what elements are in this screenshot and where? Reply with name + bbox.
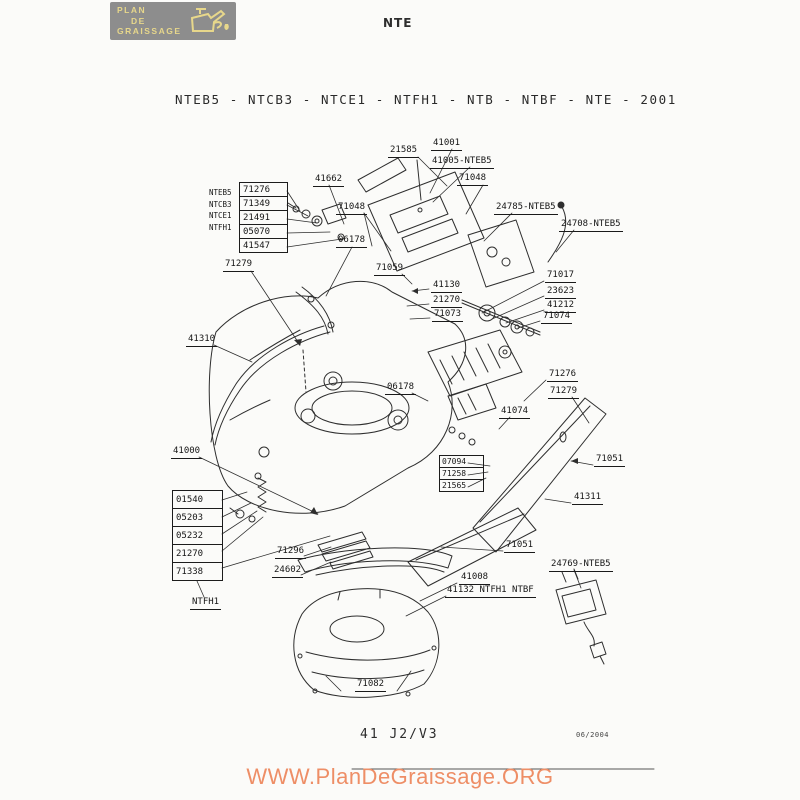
part-box-row: 71258 (440, 468, 483, 480)
part-box-row: 71349 (240, 197, 287, 211)
mid-parts-box (439, 455, 484, 492)
variant-model-label: NTEB5 (209, 188, 232, 197)
part-label: 71051 (594, 455, 625, 467)
part-label: 41001 (431, 139, 462, 151)
badge-line-1: PLAN (117, 5, 147, 15)
variant-model-label: NTCE1 (209, 211, 232, 220)
part-box-row: 21565 (442, 481, 467, 490)
part-label: 71296 (275, 547, 306, 559)
part-label: 24785-NTEB5 (494, 203, 558, 215)
part-label: 41074 (499, 407, 530, 419)
part-label: 41130 (431, 281, 462, 293)
part-label: 71073 (432, 310, 463, 322)
part-box-row: 71338 (176, 567, 204, 577)
part-box-row: 71276 (240, 183, 287, 197)
variant-models-list (209, 187, 232, 233)
mower-deck (209, 281, 465, 513)
part-box-row: 41547 (243, 241, 271, 251)
part-label: 71051 (504, 541, 535, 553)
part-label: 21270 (431, 296, 462, 308)
part-box-row: 05070 (240, 225, 287, 239)
part-label: 71279 (223, 260, 254, 272)
part-box-row: 07094 (440, 456, 483, 468)
date-code: 06/2004 (576, 731, 610, 739)
motor-gearbox-cluster (428, 330, 522, 445)
part-label: 24769-NTEB5 (549, 560, 613, 572)
part-label: 41008 (459, 573, 490, 585)
part-label: 24708-NTEB5 (559, 220, 623, 232)
page-reference: 41 J2/V3 (360, 727, 439, 742)
part-box-row: 21491 (240, 211, 287, 225)
part-label: 71048 (457, 174, 488, 186)
part-box-row: 21270 (173, 545, 222, 563)
lower-parts-box (172, 490, 223, 581)
part-label: 71048 (336, 203, 367, 215)
variant-model-label: NTFH1 (209, 222, 232, 232)
part-label: 24602 (272, 566, 303, 578)
part-label: 71059 (374, 264, 405, 276)
badge-line-3: GRAISSAGE (117, 26, 182, 36)
part-label: 71082 (355, 680, 386, 692)
part-label: 41005-NTEB5 (430, 157, 494, 169)
part-label: NTFH1 (190, 598, 221, 610)
badge-line-2: DE (131, 15, 146, 26)
part-label: 23623 (545, 287, 576, 299)
watermark-url: WWW.PlanDeGraissage.ORG (246, 764, 554, 789)
model-code: NTE (383, 16, 413, 30)
part-label: 41310 (186, 335, 217, 347)
part-label: 41212 (545, 301, 576, 313)
part-label: 06178 (385, 383, 416, 395)
part-label: 41132 NTFH1 NTBF (445, 586, 536, 598)
wheel-axle-parts (462, 300, 540, 336)
part-box-row: 05232 (173, 527, 222, 545)
part-label: 41000 (171, 447, 202, 459)
part-label: 71074 (541, 312, 572, 324)
part-label: 71017 (545, 271, 576, 283)
part-label: 71279 (548, 387, 579, 399)
variant-model-label: NTCB3 (209, 199, 232, 209)
part-label: 41662 (313, 175, 344, 187)
part-label: 06178 (336, 236, 367, 248)
part-label: 21585 (388, 146, 419, 158)
handle-tubes (211, 287, 333, 445)
part-box-row: 05203 (173, 509, 222, 527)
part-box-row: 01540 (173, 491, 222, 509)
variant-parts-box (239, 182, 288, 253)
part-label: 71276 (547, 370, 578, 382)
page-title: NTEB5 - NTCB3 - NTCE1 - NTFH1 - NTB - NTBF - NTE - 2001 (175, 92, 677, 107)
battery-charger (556, 569, 606, 664)
part-label: 41311 (572, 493, 603, 505)
